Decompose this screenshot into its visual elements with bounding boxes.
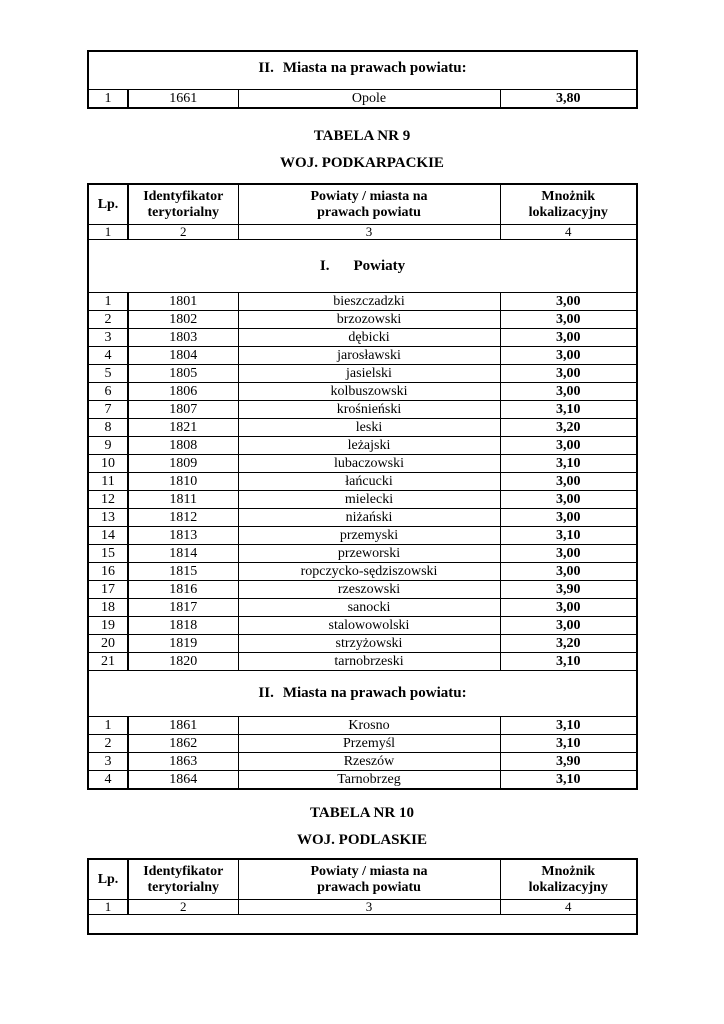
cell-mult: 3,20 [500,419,637,437]
cell-mult: 3,10 [500,455,637,473]
cell-name: leżajski [238,437,500,455]
table9-subtitle: WOJ. PODKARPACKIE [280,155,444,171]
header-lp: Lp. [88,184,128,225]
column-number-cell: 2 [128,225,238,240]
miasto-row [88,90,637,109]
cell-lp: 20 [88,635,128,653]
cell-lp: 17 [88,581,128,599]
cell-mult: 3,10 [500,401,637,419]
miasto-row [88,717,637,735]
cell-name: tarnobrzeski [238,653,500,671]
table10-title: TABELA NR 10 [310,805,414,821]
cell-mult: 3,80 [500,90,637,109]
cell-name: Tarnobrzeg [238,771,500,790]
cell-lp: 3 [88,329,128,347]
cell-id: 1809 [128,455,238,473]
cell-id: 1861 [128,717,238,735]
cell-id: 1816 [128,581,238,599]
table9-header-row [88,184,637,225]
empty-section-cell [88,915,637,935]
cell-lp: 14 [88,527,128,545]
cell-id: 1801 [128,293,238,311]
column-number-cell: 3 [238,225,500,240]
powiat-row [88,509,637,527]
cell-mult: 3,10 [500,735,637,753]
cell-id: 1804 [128,347,238,365]
cell-mult: 3,00 [500,617,637,635]
cell-name: przemyski [238,527,500,545]
cell-id: 1863 [128,753,238,771]
cell-lp: 9 [88,437,128,455]
header-lp: Lp. [88,859,128,900]
cell-lp: 5 [88,365,128,383]
cell-id: 1821 [128,419,238,437]
header-name: Powiaty / miasta na prawach powiatu [238,184,500,225]
cell-name: brzozowski [238,311,500,329]
cell-lp: 6 [88,383,128,401]
table9-column-numbers-row [88,225,637,240]
cell-name: rzeszowski [238,581,500,599]
cell-name: ropczycko-sędziszowski [238,563,500,581]
cell-id: 1808 [128,437,238,455]
cell-name: Przemyśl [238,735,500,753]
cell-name: strzyżowski [238,635,500,653]
header-id: Identyfikator terytorialny [128,184,238,225]
section-label: Powiaty [353,257,406,274]
table10-header-row [88,859,637,900]
cell-name: leski [238,419,500,437]
powiat-row [88,563,637,581]
cell-lp: 12 [88,491,128,509]
column-number-cell: 4 [500,900,637,915]
header-mult: Mnożnik lokalizacyjny [500,184,637,225]
cell-name: Opole [238,90,500,109]
cell-lp: 4 [88,347,128,365]
cell-lp: 1 [88,717,128,735]
powiat-row [88,383,637,401]
cell-lp: 7 [88,401,128,419]
cell-lp: 2 [88,311,128,329]
cell-name: łańcucki [238,473,500,491]
miasto-row [88,753,637,771]
cell-lp: 4 [88,771,128,790]
cell-mult: 3,00 [500,293,637,311]
cell-lp: 1 [88,293,128,311]
miasto-row [88,735,637,753]
cell-mult: 3,00 [500,383,637,401]
section-heading-miasta-cont [88,51,637,90]
cell-id: 1817 [128,599,238,617]
column-number-cell: 4 [500,225,637,240]
table10-column-numbers-row [88,900,637,915]
section-label: Miasta na prawach powiatu: [282,685,467,701]
cell-lp: 13 [88,509,128,527]
section-numeral: II. [258,59,274,76]
cell-mult: 3,00 [500,437,637,455]
column-number-cell: 3 [238,900,500,915]
cell-id: 1820 [128,653,238,671]
cell-name: dębicki [238,329,500,347]
cell-name: jasielski [238,365,500,383]
cell-mult: 3,10 [500,717,637,735]
cell-mult: 3,00 [500,563,637,581]
cell-id: 1807 [128,401,238,419]
cell-id: 1811 [128,491,238,509]
cell-lp: 19 [88,617,128,635]
cell-id: 1812 [128,509,238,527]
cell-name: niżański [238,509,500,527]
section-heading-cell [88,240,637,293]
powiat-row [88,581,637,599]
cell-name: sanocki [238,599,500,617]
cell-lp: 3 [88,753,128,771]
cell-id: 1862 [128,735,238,753]
cell-lp: 10 [88,455,128,473]
cell-mult: 3,00 [500,473,637,491]
cell-mult: 3,10 [500,653,637,671]
header-name: Powiaty / miasta na prawach powiatu [238,859,500,900]
cell-id: 1805 [128,365,238,383]
column-number-cell: 1 [88,900,128,915]
cell-id: 1818 [128,617,238,635]
cell-name: lubaczowski [238,455,500,473]
powiat-row [88,293,637,311]
table-9 [87,183,638,790]
cell-name: kolbuszowski [238,383,500,401]
section-heading-miasta [88,671,637,717]
cell-lp: 1 [88,90,128,109]
cell-name: jarosławski [238,347,500,365]
powiat-row [88,347,637,365]
cell-mult: 3,00 [500,509,637,527]
powiat-row [88,437,637,455]
cell-lp: 15 [88,545,128,563]
cell-name: bieszczadzki [238,293,500,311]
cell-mult: 3,10 [500,771,637,790]
header-mult: Mnożnik lokalizacyjny [500,859,637,900]
section-heading-cell [88,51,637,90]
cell-mult: 3,00 [500,311,637,329]
cell-id: 1813 [128,527,238,545]
continuation-table [87,50,638,109]
powiat-row [88,473,637,491]
cell-lp: 21 [88,653,128,671]
cell-name: mielecki [238,491,500,509]
cell-id: 1810 [128,473,238,491]
cell-mult: 3,00 [500,599,637,617]
powiat-row [88,401,637,419]
miasto-row [88,771,637,790]
cell-mult: 3,00 [500,347,637,365]
cell-id: 1803 [128,329,238,347]
powiat-row [88,635,637,653]
cell-lp: 2 [88,735,128,753]
cell-name: Krosno [238,717,500,735]
section-heading-powiaty [88,240,637,293]
cell-mult: 3,00 [500,491,637,509]
section-label: Miasta na prawach powiatu: [282,59,467,76]
section-heading-cell [88,671,637,717]
cell-id: 1819 [128,635,238,653]
cell-mult: 3,00 [500,545,637,563]
empty-section-row [88,915,637,935]
cell-mult: 3,00 [500,365,637,383]
powiat-row [88,617,637,635]
cell-id: 1802 [128,311,238,329]
cell-id: 1864 [128,771,238,790]
cell-name: Rzeszów [238,753,500,771]
cell-name: stalowowolski [238,617,500,635]
cell-id: 1661 [128,90,238,109]
header-id: Identyfikator terytorialny [128,859,238,900]
column-number-cell: 2 [128,900,238,915]
cell-lp: 11 [88,473,128,491]
powiat-row [88,599,637,617]
cell-lp: 16 [88,563,128,581]
cell-lp: 18 [88,599,128,617]
powiat-row [88,365,637,383]
section-numeral: I. [319,257,330,274]
table10-subtitle: WOJ. PODLASKIE [296,832,428,848]
column-number-cell: 1 [88,225,128,240]
table9-title: TABELA NR 9 [313,128,411,144]
powiat-row [88,329,637,347]
powiat-row [88,491,637,509]
cell-mult: 3,20 [500,635,637,653]
cell-mult: 3,90 [500,753,637,771]
cell-name: krośnieński [238,401,500,419]
powiat-row [88,653,637,671]
cell-id: 1806 [128,383,238,401]
powiat-row [88,455,637,473]
powiat-row [88,527,637,545]
powiat-row [88,419,637,437]
cell-lp: 8 [88,419,128,437]
cell-id: 1815 [128,563,238,581]
section-numeral: II. [258,685,274,701]
powiat-row [88,545,637,563]
cell-mult: 3,10 [500,527,637,545]
powiat-row [88,311,637,329]
cell-mult: 3,00 [500,329,637,347]
cell-name: przeworski [238,545,500,563]
cell-mult: 3,90 [500,581,637,599]
table-10 [87,858,638,935]
cell-id: 1814 [128,545,238,563]
